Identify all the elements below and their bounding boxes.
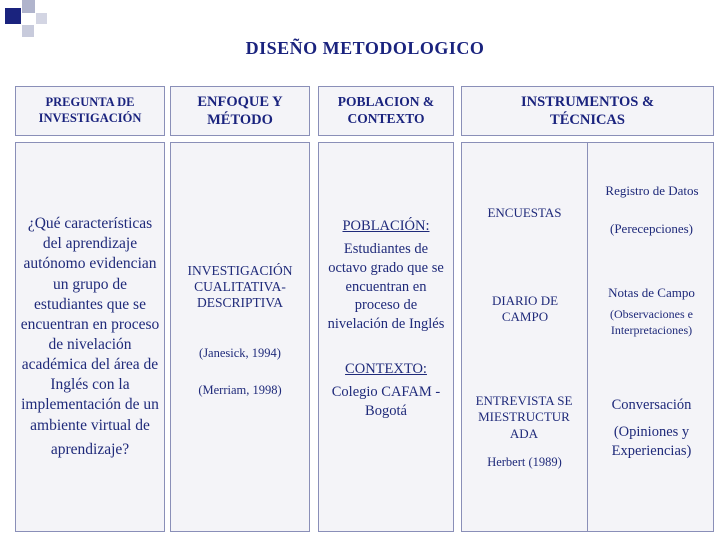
poblacion-text: Estudiantes de octavo grado que se encuentran en proceso de nivelación de Inglés	[327, 240, 445, 333]
reference-herbert: Herbert (1989)	[487, 455, 562, 469]
body-instrumentos	[461, 142, 714, 532]
body-pregunta	[15, 142, 165, 532]
research-question-end: aprendizaje?	[50, 440, 130, 458]
tech-conversacion-sub: (Opiniones y Experiencias)	[611, 424, 692, 459]
tech-conversacion: Conversación	[611, 397, 692, 413]
research-question: ¿Qué características del aprendizaje autónomo evidencian un grupo de estudiantes que se encuentran en proceso de nivelación académica del área de Inglés con la implementación de un ambiente virtual de	[20, 215, 160, 434]
reference-janesick: (Janesick, 1994)	[199, 345, 281, 360]
item-diario-campo: DIARIO DE CAMPO	[491, 293, 559, 325]
header-poblacion: POBLACION & CONTEXTO	[318, 86, 454, 136]
header-pregunta: PREGUNTA DE INVESTIGACIÓN	[15, 86, 165, 136]
tech-notas-campo: Notas de Campo	[608, 285, 695, 300]
page-title: DISEÑO METODOLOGICO	[245, 38, 485, 58]
header-enfoque: ENFOQUE Y MÉTODO	[170, 86, 310, 136]
tech-notas-sub: (Observaciones e Interpretaciones)	[610, 307, 693, 337]
contexto-label: CONTEXTO:	[345, 361, 427, 378]
decor-square-light-3	[36, 13, 47, 24]
reference-merriam: (Merriam, 1998)	[198, 382, 282, 397]
body-enfoque	[170, 142, 310, 532]
decor-square-dark	[5, 8, 21, 24]
item-entrevista: ENTREVISTA SEMIESTRUCTURADA	[475, 393, 573, 441]
instrumentos-divider	[587, 143, 588, 531]
body-poblacion	[318, 142, 454, 532]
tech-registro-sub: (Perecepciones)	[609, 221, 693, 236]
decor-square-light-2	[22, 25, 34, 37]
contexto-text: Colegio CAFAM - Bogotá	[331, 383, 441, 419]
header-instrumentos: INSTRUMENTOS & TÉCNICAS	[461, 86, 714, 136]
tech-registro-datos: Registro de Datos	[605, 183, 699, 198]
poblacion-label: POBLACIÓN:	[342, 218, 430, 234]
decor-square-light	[22, 0, 35, 13]
method-label: INVESTIGACIÓN CUALITATIVA-DESCRIPTIVA	[187, 263, 293, 311]
item-encuestas: ENCUESTAS	[487, 205, 562, 220]
